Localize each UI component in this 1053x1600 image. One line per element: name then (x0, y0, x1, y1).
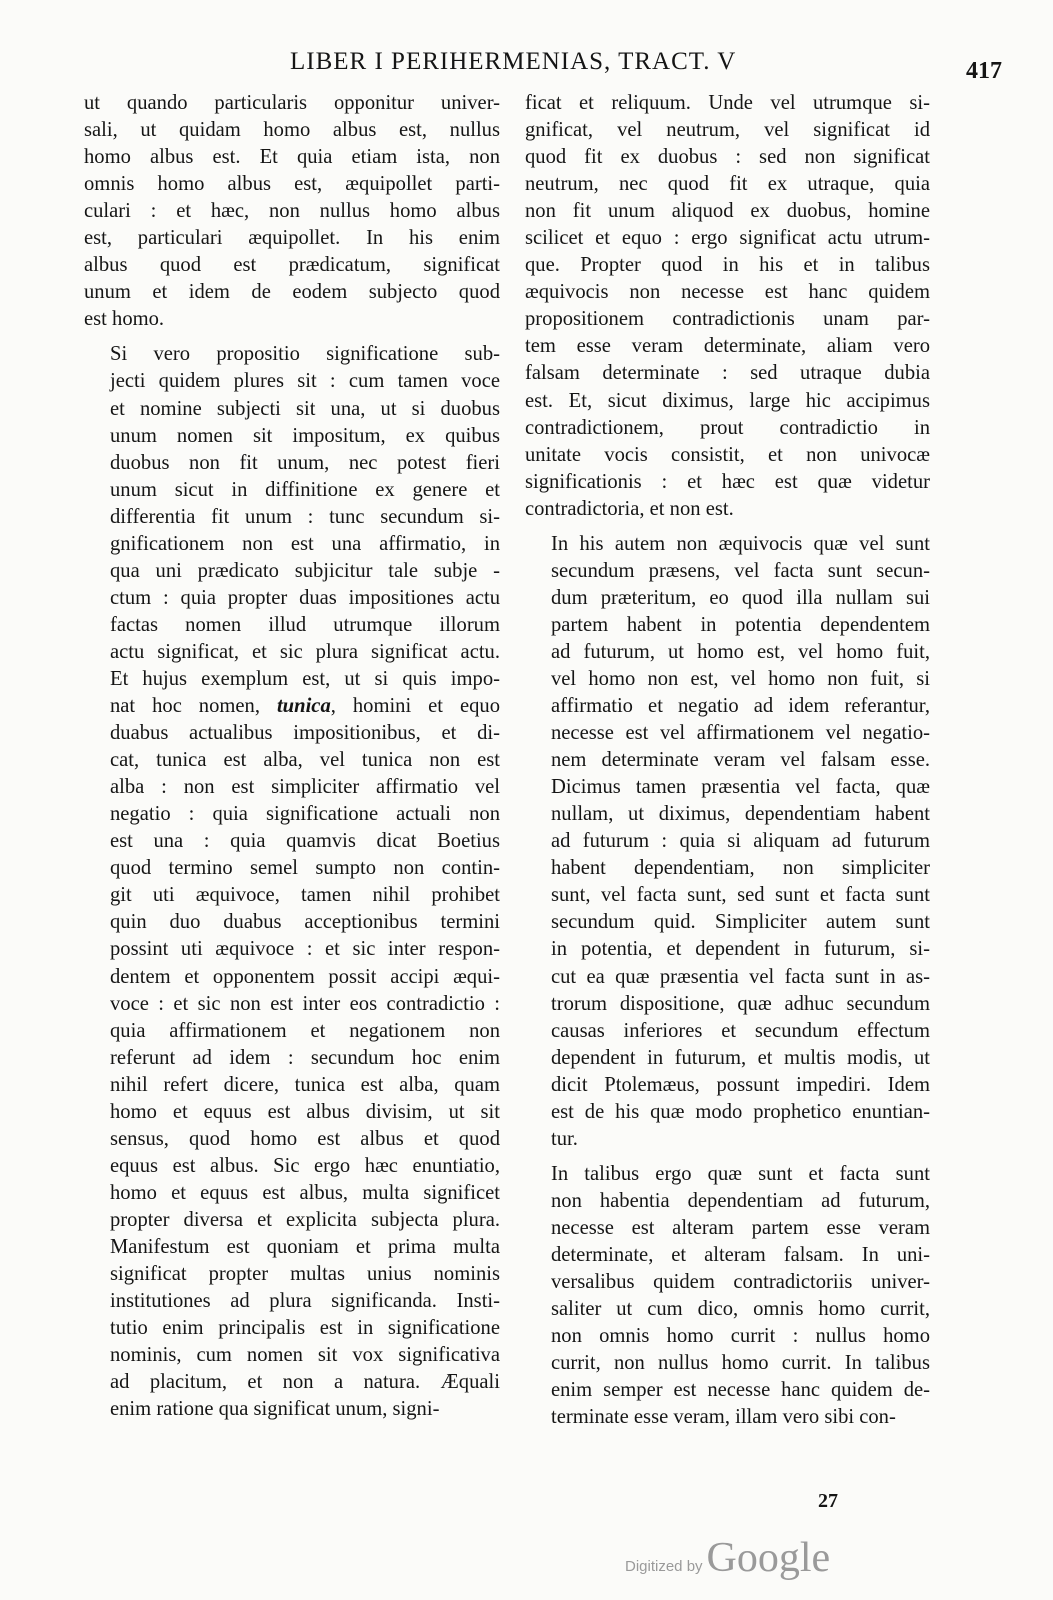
text-line: est, particulari æquipollet. In his enim (84, 227, 500, 250)
text-line: versalibus quidem contradictoriis univer- (551, 1271, 930, 1294)
text-line: qua uni prædicato subjicitur tale subje - (110, 559, 500, 582)
text-line: falsam determinate : sed utraque dubia (525, 362, 930, 385)
text-line: quod fit ex duobus : sed non significat (525, 146, 930, 169)
text-line: partem habent in potentia dependentem (551, 613, 930, 636)
text-line: In his autem non æquivocis quæ vel sunt (551, 532, 930, 555)
text-line: dentem et opponentem possit accipi æqui- (110, 965, 500, 988)
text-line: est una : quia quamvis dicat Boetius (110, 830, 500, 853)
text-line: necesse est alteram partem esse veram (551, 1216, 930, 1239)
text-line: dicit Ptolemæus, possunt impediri. Idem (551, 1073, 930, 1096)
text-line: non fit unum aliquod ex duobus, homine (525, 200, 930, 223)
signature-mark: 27 (818, 1490, 838, 1512)
text-line: institutiones ad plura significanda. Insti- (110, 1290, 500, 1313)
text-line: enim semper est necesse hanc quidem de- (551, 1379, 930, 1402)
text-line: dependent in futurum, et multis modis, ut (551, 1046, 930, 1069)
text-line: scilicet et equo : ergo significat actu utrum- (525, 227, 930, 250)
text-line: albus quod est prædicatum, significat (84, 254, 500, 277)
text-line: non omnis homo currit : nullus homo (551, 1325, 930, 1348)
text-line: causas inferiores et secundum effectum (551, 1019, 930, 1042)
text-line: equus est albus. Sic ergo hæc enuntiatio, (110, 1154, 500, 1177)
text-line: duabus actualibus impositionibus, et di- (110, 722, 500, 745)
text-line: git uti æquivoce, tamen nihil prohibet (110, 884, 500, 907)
text-line: omnis homo albus est, æquipollet parti- (84, 173, 500, 196)
text-line: determinate, et alteram falsam. In uni- (551, 1243, 930, 1266)
text-line: gnificat, vel neutrum, vel significat id (525, 119, 930, 142)
right-paragraph-3 (525, 1161, 930, 1431)
text-line: sali, ut quidam homo albus est, nullus (84, 119, 500, 142)
text-line: æquivocis non necesse est hanc quidem (525, 281, 930, 304)
right-paragraph-2 (525, 531, 930, 1153)
text-line: duobus non fit unum, nec potest fieri (110, 451, 500, 474)
text-line: est. Et, sicut diximus, large hic accipimus (525, 389, 930, 412)
text-line: culari : et hæc, non nullus homo albus (84, 200, 500, 223)
text-line: negatio : quia significatione actuali non (110, 803, 500, 826)
text-line: cat, tunica est alba, vel tunica non est (110, 749, 500, 772)
left-column (84, 90, 500, 1431)
digitized-by-google (625, 1534, 830, 1582)
text-line: Et hujus exemplum est, ut si quis impo- (110, 667, 500, 690)
text-line: voce : et sic non est inter eos contradictio : (110, 992, 500, 1015)
text-line: possint uti æquivoce : et sic inter respon- (110, 938, 500, 961)
text-line: significat propter multas unius nominis (110, 1263, 500, 1286)
text-line: ad futurum, ut homo est, vel homo fuit, (551, 640, 930, 663)
text-line: tutio enim principalis est in significatione (110, 1317, 500, 1340)
text-line: actu significat, et sic plura significat actu. (110, 640, 500, 663)
italic-word: tunica (276, 695, 331, 718)
text-line: terminate esse veram, illam vero sibi con- (551, 1406, 896, 1429)
text-line: habent dependentiam, non simpliciter (551, 857, 930, 880)
text-line: est homo. (84, 308, 165, 331)
text-line: ut quando particularis opponitur univer- (84, 92, 500, 114)
text-line: nominis, cum nomen sit vox significativa (110, 1344, 500, 1367)
text-line: homo et equus est albus, multa significet (110, 1181, 500, 1204)
text-line: in potentia, et dependent in futurum, si- (551, 938, 930, 961)
page-number: 417 (966, 58, 1002, 84)
text-line: et nomine subjecti sit una, ut si duobus (110, 397, 500, 420)
google-logo: Google (706, 1535, 831, 1581)
text-line: unum et idem de eodem subjecto quod (84, 281, 500, 304)
text-line: tur. (551, 1127, 578, 1150)
text-line: ctum : quia propter duas impositiones actu (110, 586, 500, 609)
text-line: factas nomen illud utrumque illorum (110, 613, 500, 636)
left-paragraph-2 (84, 341, 500, 1423)
text-line: est de his quæ modo prophetico enuntian- (551, 1100, 930, 1123)
text-line: neutrum, nec quod fit ex utraque, quia (525, 173, 930, 196)
running-head (0, 48, 1053, 88)
text-line: affirmatio et negatio ad idem referantur, (551, 695, 930, 718)
text-line: non habentia dependentiam ad futurum, (551, 1189, 930, 1212)
text-line: contradictoria, et non est. (525, 497, 734, 520)
text-line: unum nomen sit impositum, ex quibus (110, 424, 500, 447)
text-line: Manifestum est quoniam et prima multa (110, 1235, 500, 1258)
text-line: nihil refert dicere, tunica est alba, quam (110, 1073, 500, 1096)
text-line: referunt ad idem : secundum hoc enim (110, 1046, 500, 1069)
text-line: gnificationem non est una affirmatio, in (110, 532, 500, 555)
text-line: contradictionem, prout contradictio in (525, 416, 930, 439)
text-line: Dicimus tamen præsentia vel facta, quæ (551, 776, 930, 799)
text-line: ficat et reliquum. Unde vel utrumque si- (525, 92, 930, 114)
text-line: In talibus ergo quæ sunt et facta sunt (551, 1162, 930, 1185)
text-line: currit, non nullus homo currit. In talibus (551, 1352, 930, 1375)
text-line: propter diversa et explicita subjecta plura. (110, 1208, 500, 1231)
text-line: cut ea quæ præsentia vel facta sunt in as- (551, 965, 930, 988)
left-paragraph-1 (84, 90, 500, 333)
text-line: propositionem contradictionis unam par- (525, 308, 930, 331)
text-line: quin duo duabus acceptionibus termini (110, 911, 500, 934)
text-line: significationis : et hæc est quæ videtur (525, 470, 930, 493)
text-line: nat hoc nomen, tunica, homini et equo (110, 695, 500, 718)
right-column (525, 90, 930, 1439)
text-line: Si vero propositio significatione sub- (110, 343, 500, 366)
text-line: alba : non est simpliciter affirmatio vel (110, 776, 500, 799)
text-line: ad placitum, et non a natura. Æquali (110, 1371, 500, 1394)
text-line: quia affirmationem et negationem non (110, 1019, 500, 1042)
text-line: trorum dispositione, quæ adhuc secundum (551, 992, 930, 1015)
text-line: necesse est vel affirmationem vel negatio- (551, 722, 930, 745)
text-line: secundum quid. Simpliciter autem sunt (551, 911, 930, 934)
text-line: que. Propter quod in his et in talibus (525, 254, 930, 277)
text-line: differentia fit unum : tunc secundum si- (110, 505, 500, 528)
text-line: dum præteritum, eo quod illa nullam sui (551, 586, 930, 609)
text-line: ad futurum : quia si aliquam ad futurum (551, 830, 930, 853)
text-line: unum sicut in diffinitione ex genere et (110, 478, 500, 501)
text-line: nullam, ut diximus, dependentiam habent (551, 803, 930, 826)
digitized-prefix: Digitized by (625, 1558, 703, 1575)
text-line: jecti quidem plures sit : cum tamen voce (110, 370, 500, 393)
text-line: sensus, quod homo est albus et quod (110, 1127, 500, 1150)
text-line: vel homo non est, vel homo non fuit, si (551, 667, 930, 690)
right-paragraph-1 (525, 90, 930, 523)
text-line: nem determinate veram vel falsam esse. (551, 749, 930, 772)
text-line: homo albus est. Et quia etiam ista, non (84, 146, 500, 169)
text-line: secundum præsens, vel facta sunt secun- (551, 559, 930, 582)
text-line: unitate vocis consistit, et non univocæ (525, 443, 930, 466)
running-title: LIBER I PERIHERMENIAS, TRACT. V (290, 48, 737, 75)
text-line: quod termino semel sumpto non contin- (110, 857, 500, 880)
text-line: saliter ut cum dico, omnis homo currit, (551, 1298, 930, 1321)
text-line: sunt, vel facta sunt, sed sunt et facta sunt (551, 884, 930, 907)
text-line: homo et equus est albus divisim, ut sit (110, 1100, 500, 1123)
text-line: enim ratione qua significat unum, signi- (110, 1398, 440, 1421)
text-line: tem esse veram determinate, aliam vero (525, 335, 930, 358)
